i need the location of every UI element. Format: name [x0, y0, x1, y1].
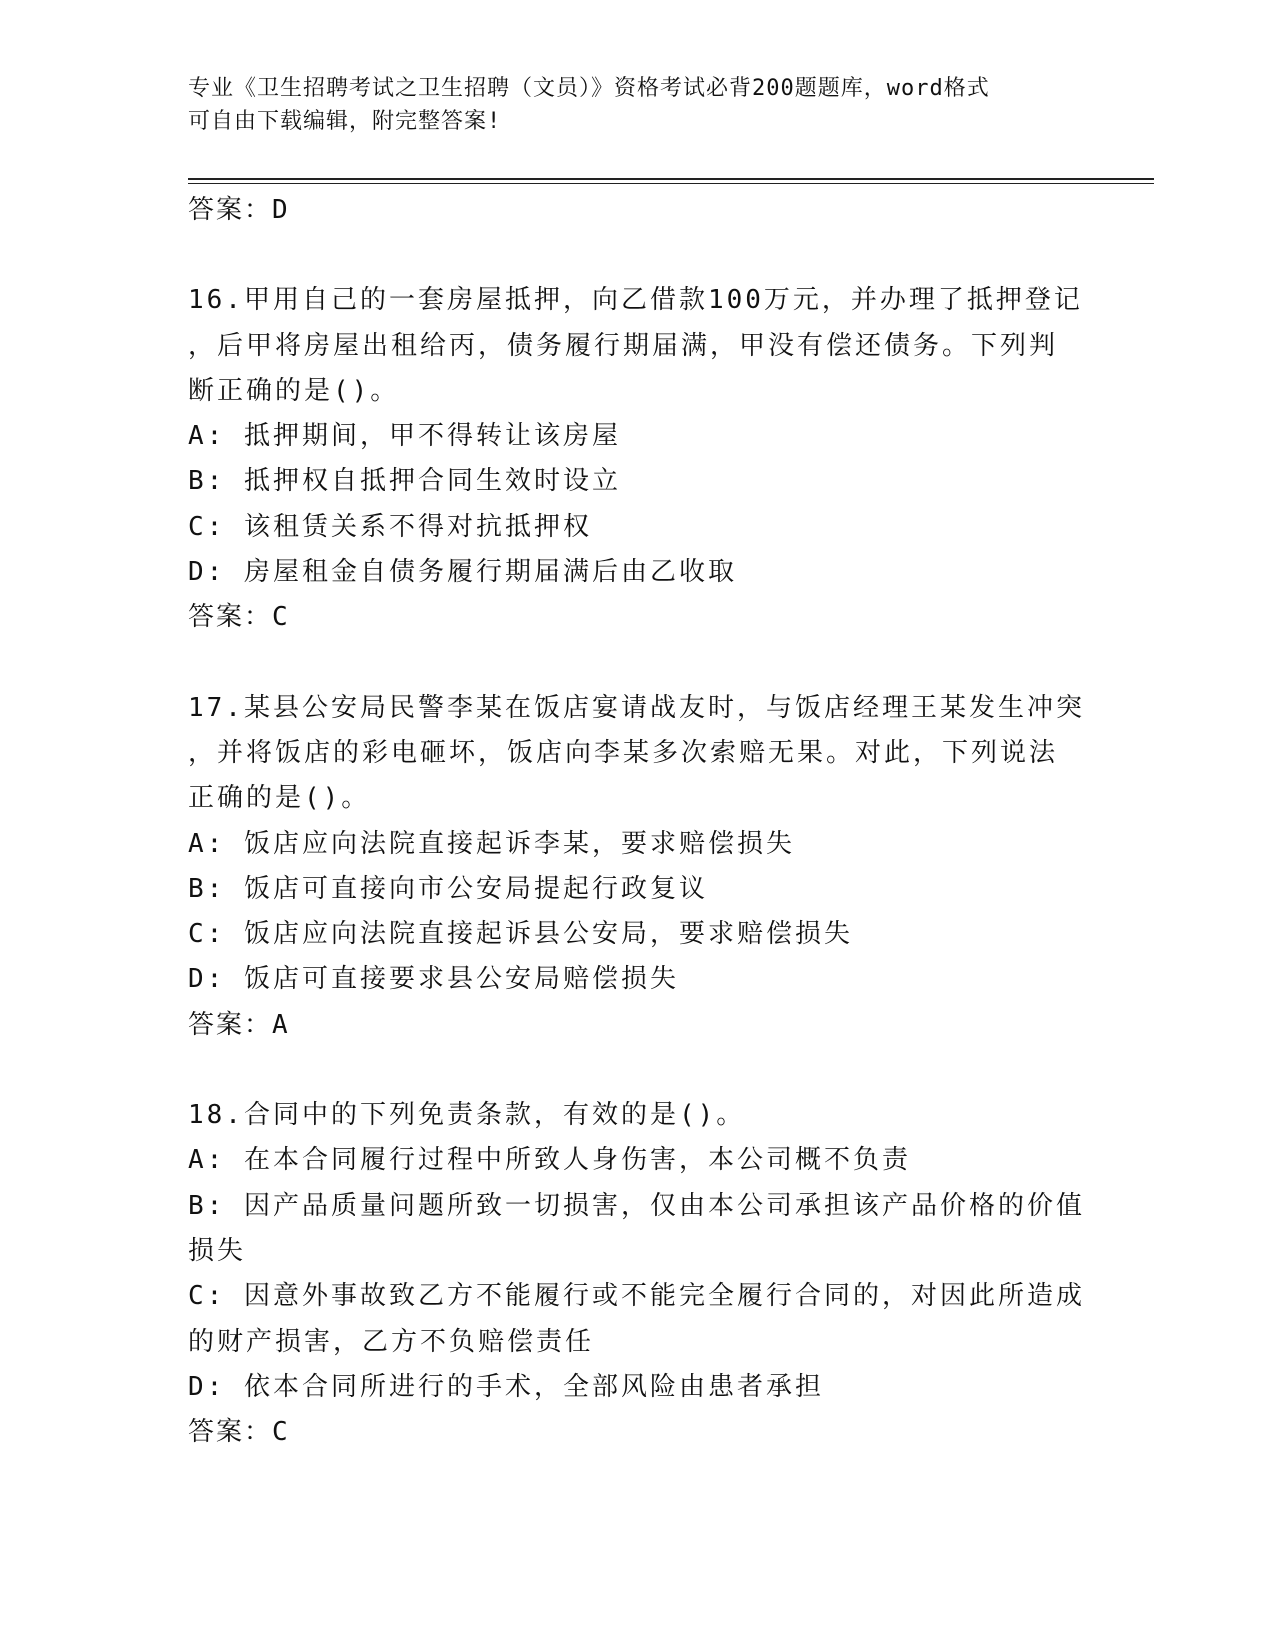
- question-answer: 答案：A: [188, 1009, 290, 1040]
- header-divider-thick: [188, 178, 1154, 180]
- question-stem-line: 18.合同中的下列免责条款，有效的是()。: [188, 1100, 746, 1131]
- question-18: [188, 1093, 1085, 1455]
- header-line-1: 专业《卫生招聘考试之卫生招聘（文员）》资格考试必背200题题库，word格式: [188, 76, 990, 101]
- paragraph-spacer: [188, 1048, 1068, 1093]
- option-a: A: 饭店应向法院直接起诉李某，要求赔偿损失: [188, 828, 795, 859]
- question-16: [188, 278, 1083, 640]
- header-divider-thin: [188, 183, 1154, 184]
- question-stem-line: 断正确的是()。: [188, 375, 400, 406]
- question-stem-line: 17.某县公安局民警李某在饭店宴请战友时，与饭店经理王某发生冲突: [188, 692, 1085, 723]
- question-answer: 答案：C: [188, 602, 290, 633]
- option-d: D: 房屋租金自债务履行期届满后由乙收取: [188, 557, 737, 588]
- option-a: A: 在本合同履行过程中所致人身伤害，本公司概不负责: [188, 1145, 911, 1176]
- option-c: C: 因意外事故致乙方不能履行或不能完全履行合同的，对因此所造成: [188, 1281, 1085, 1312]
- paragraph-spacer: [188, 641, 1068, 686]
- option-b: B: 因产品质量问题所致一切损害，仅由本公司承担该产品价格的价值: [188, 1190, 1085, 1221]
- option-b: B: 抵押权自抵押合同生效时设立: [188, 466, 621, 497]
- option-b-continued: 损失: [188, 1235, 247, 1266]
- question-stem-line: 16.甲用自己的一套房屋抵押，向乙借款100万元，并办理了抵押登记: [188, 285, 1083, 316]
- document-body: [188, 188, 1085, 1455]
- paragraph-spacer: [188, 233, 1068, 278]
- question-stem-line: ，后甲将房屋出租给丙，债务履行期届满，甲没有偿还债务。下列判: [188, 330, 1059, 361]
- option-b: B: 饭店可直接向市公安局提起行政复议: [188, 873, 708, 904]
- option-c: C: 饭店应向法院直接起诉县公安局，要求赔偿损失: [188, 919, 853, 950]
- option-c: C: 该租赁关系不得对抗抵押权: [188, 511, 592, 542]
- option-c-continued: 的财产损害，乙方不负赔偿责任: [188, 1326, 595, 1357]
- question-stem-line: 正确的是()。: [188, 783, 371, 814]
- question-17: [188, 686, 1085, 1048]
- question-stem-line: ，并将饭店的彩电砸坏，饭店向李某多次索赔无果。对此，下列说法: [188, 737, 1059, 768]
- option-a: A: 抵押期间，甲不得转让该房屋: [188, 421, 621, 452]
- option-d: D: 饭店可直接要求县公安局赔偿损失: [188, 964, 679, 995]
- option-d: D: 依本合同所进行的手术，全部风险由患者承担: [188, 1371, 824, 1402]
- page-header: [188, 72, 1068, 138]
- question-answer: 答案：C: [188, 1417, 290, 1448]
- header-line-2: 可自由下载编辑，附完整答案!: [188, 109, 502, 134]
- previous-question-answer: 答案：D: [188, 195, 290, 225]
